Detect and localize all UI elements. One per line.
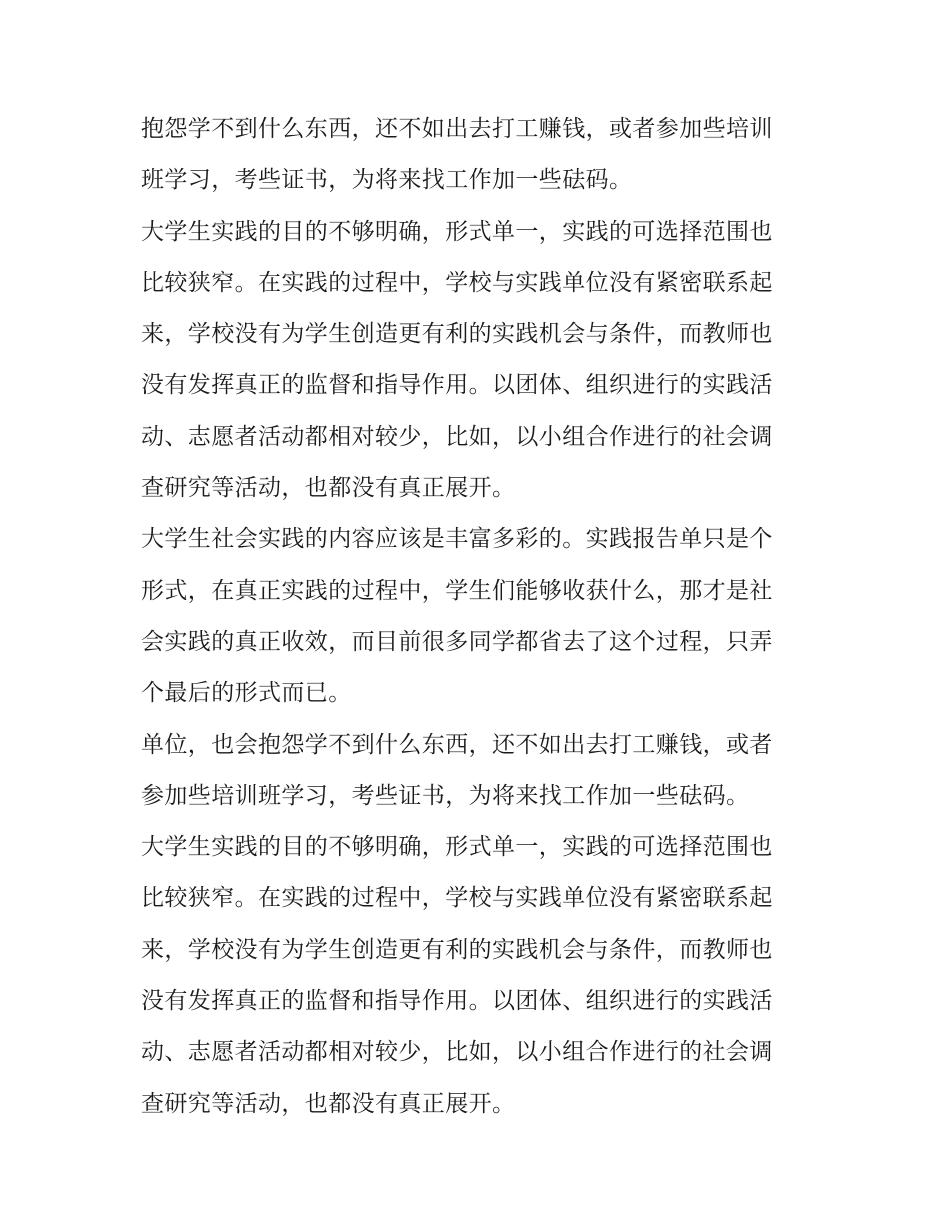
text-line: 动、志愿者活动都相对较少，比如，以小组合作进行的社会调 (141, 1039, 773, 1066)
text-line: 查研究等活动，也都没有真正展开。 (141, 475, 516, 502)
text-line: 没有发挥真正的监督和指导作用。以团体、组织进行的实践活 (141, 988, 773, 1015)
text-line: 形式，在真正实践的过程中，学生们能够收获什么，那才是社 (141, 577, 773, 604)
text-line: 没有发挥真正的监督和指导作用。以团体、组织进行的实践活 (141, 372, 773, 399)
text-line: 大学生实践的目的不够明确，形式单一，实践的可选择范围也 (141, 834, 773, 861)
text-line: 会实践的真正收效，而目前很多同学都省去了这个过程，只弄 (141, 628, 773, 655)
text-line: 比较狭窄。在实践的过程中，学校与实践单位没有紧密联系起 (141, 269, 773, 296)
text-line: 抱怨学不到什么东西，还不如出去打工赚钱，或者参加些培训 (141, 116, 773, 142)
text-line: 参加些培训班学习，考些证书，为将来找工作加一些砝码。 (141, 782, 750, 809)
text-line: 大学生实践的目的不够明确，形式单一，实践的可选择范围也 (141, 218, 773, 245)
text-line: 来，学校没有为学生创造更有利的实践机会与条件，而教师也 (141, 321, 773, 348)
text-line: 单位，也会抱怨学不到什么东西，还不如出去打工赚钱，或者 (141, 731, 773, 758)
text-line: 个最后的形式而已。 (141, 680, 352, 707)
text-line: 查研究等活动，也都没有真正展开。 (141, 1090, 516, 1117)
text-line: 来，学校没有为学生创造更有利的实践机会与条件，而教师也 (141, 936, 773, 963)
text-line: 动、志愿者活动都相对较少，比如，以小组合作进行的社会调 (141, 423, 773, 450)
text-line: 大学生社会实践的内容应该是丰富多彩的。实践报告单只是个 (141, 526, 773, 553)
text-line: 比较狭窄。在实践的过程中，学校与实践单位没有紧密联系起 (141, 885, 773, 912)
document-body (141, 104, 813, 1130)
text-line: 班学习，考些证书，为将来找工作加一些砝码。 (141, 167, 633, 194)
